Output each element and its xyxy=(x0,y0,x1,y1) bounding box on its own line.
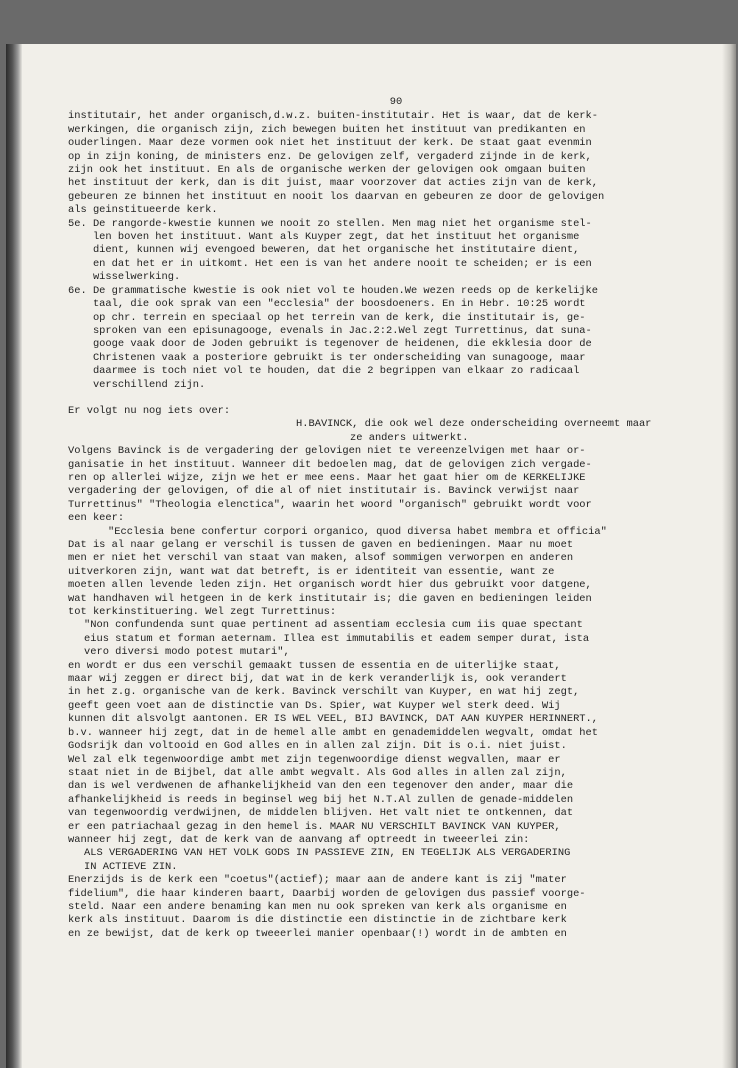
text-line: Wel zal elk tegenwoordige ambt met zijn tegenwoordige dienst wegvallen, maar er xyxy=(68,753,561,766)
section-heading-continued: ze anders uitwerkt. xyxy=(350,431,469,444)
text-line: steld. Naar een andere benaming kan men nu ook spreken van kerk als organisme en xyxy=(68,900,567,913)
text-line: Dat is al naar gelang er verschil is tussen de gaven en bedieningen. Maar nu moet xyxy=(68,539,574,551)
text-line: Enerzijds is de kerk een "coetus"(actief); maar aan de andere kant is zij "mater xyxy=(68,874,567,887)
text-line: in het z.g. organische van de kerk. Bavinck verschilt van Kuyper, en wat hij zegt, xyxy=(68,686,580,699)
paragraph-final xyxy=(68,874,684,941)
text-line: geeft geen voet aan de distinctie van Ds. Spier, wat Kuyper wel sterk deed. Wij xyxy=(68,699,561,712)
text-line: en wordt er dus een verschil gemaakt tussen de essentia en de uiterlijke staat, xyxy=(68,659,561,672)
text-line: gebeuren ze binnen het instituut en nooit los daarvan en gebeuren ze door de gelovigen xyxy=(68,190,605,203)
page-text xyxy=(68,96,684,941)
text-line: als geinstitueerde kerk. xyxy=(68,204,218,217)
text-line: en dat het er in uitkomt. Het een is van het andere nooit te scheiden; er is een xyxy=(68,257,592,270)
text-line: maar wij zeggen er direct bij, dat wat in de kerk veranderlijk is, ook verandert xyxy=(68,673,567,686)
paragraph-bavinck xyxy=(68,445,684,525)
numbered-item-6 xyxy=(68,285,684,392)
text-line: er een patriachaal gezag in den hemel is. MAAR NU VERSCHILT BAVINCK VAN KUYPER, xyxy=(68,820,561,833)
text-line: googe vaak door de Joden gebruikt is tegenover de heidenen, die ekklesia door de xyxy=(68,338,592,351)
paragraph-essentia xyxy=(68,660,684,848)
text-line: "Non confundenda sunt quae pertinent ad assentiam ecclesia cum iis quae spectant xyxy=(84,619,583,632)
text-line: fidelium", die haar kinderen baart, Daarbij worden de gelovigen dus passief voorge- xyxy=(68,887,586,900)
text-line: taal, die ook sprak van een "ecclesia" der boosdoeners. En in Hebr. 10:25 wordt xyxy=(68,298,586,311)
text-line: b.v. wanneer hij zegt, dat in de hemel alle ambt en genademiddelen wegvalt, omdat het xyxy=(68,726,599,739)
text-line: ganisatie in het instituut. Wanneer dit bedoelen mag, dat de gelovigen zich vergade- xyxy=(68,458,592,471)
latin-quote-ecclesia: "Ecclesia bene confertur corpori organico, quod diversa habet membra et officia" xyxy=(108,525,607,538)
text-line: 6e. De grammatische kwestie is ook niet vol te houden.We wezen reeds op de kerkelijke xyxy=(68,284,599,297)
text-line: vergadering der gelovigen, of die al of niet institutair is. Bavinck verwijst naar xyxy=(68,485,580,498)
section-heading: H.BAVINCK, die ook wel deze onderscheiding overneemt maar xyxy=(296,418,652,431)
text-line: kerk als instituut. Daarom is die distinctie een distinctie in de zichtbare kerk xyxy=(68,914,567,927)
text-line: moeten allen levende leden zijn. Het organisch wordt hier dus gebruikt voor datgene, xyxy=(68,579,592,592)
caps-statement xyxy=(68,847,684,874)
text-line: ALS VERGADERING VAN HET VOLK GODS IN PASSIEVE ZIN, EN TEGELIJK ALS VERGADERING xyxy=(84,847,571,860)
text-line: wanneer hij zegt, dat de kerk van de aanvang af optreedt in tweeerlei zin: xyxy=(68,833,530,846)
text-line: ren op allerlei wijze, zijn we het er mee eens. Maar het gaat hier om de KERKELIJKE xyxy=(68,471,586,484)
text-line: het instituut der kerk, dan is dit juist, maar voorzover dat acties zijn van de kerk, xyxy=(68,177,599,190)
page-edge-shadow xyxy=(722,44,736,1068)
numbered-item-5 xyxy=(68,218,684,285)
latin-quote-turrettinus xyxy=(68,619,684,659)
text-line: Volgens Bavinck is de vergadering der gelovigen niet te vereenzelvigen met haar or- xyxy=(68,445,586,458)
text-line: en ze bewijst, dat de kerk op tweeerlei manier openbaar(!) wordt in de ambten en xyxy=(68,927,567,940)
text-line: werkingen, die organisch zijn, zich bewegen buiten het instituut van predikanten en xyxy=(68,123,586,136)
page-binding-shadow xyxy=(6,44,22,1068)
text-line: 5e. De rangorde-kwestie kunnen we nooit zo stellen. Men mag niet het organisme stel- xyxy=(68,217,592,230)
text-line: van tegenwoordig verdwijnen, de middelen blijven. Het valt niet te ontkennen, dat xyxy=(68,807,574,820)
text-line: dan is wel verdwenen de afhankelijkheid van den een tegenover den ander, maar die xyxy=(68,780,574,793)
text-line: op chr. terrein en speciaal op het terrein van de kerk, die institutair is, ge- xyxy=(68,311,586,324)
text-line: verschillend zijn. xyxy=(68,378,206,391)
document-page xyxy=(6,44,736,1068)
text-line: een keer: xyxy=(68,512,125,525)
text-line: Godsrijk dan voltooid en God alles en in allen zal zijn. Dit is o.i. niet juist. xyxy=(68,740,567,753)
text-line: staat niet in de Bijbel, dat alle ambt wegvalt. Als God alles in allen zal zijn, xyxy=(68,766,567,779)
text-line: eius statum et forman aeternam. Illea est immutabilis et eadem semper durat, ista xyxy=(84,632,590,645)
text-line: institutair, het ander organisch,d.w.z. buiten-institutair. Het is waar, dat de kerk- xyxy=(68,110,599,123)
text-line: tot kerkinstituering. Wel zegt Turrettinus: xyxy=(68,606,337,619)
page-number: 90 xyxy=(389,96,403,108)
text-line: afhankelijkheid is reeds in beginsel weg bij het N.T.Al zullen de genade-middelen xyxy=(68,793,574,806)
text-line: daarmee is toch niet vol te houden, dat die 2 begrippen van elkaar zo radicaal xyxy=(68,365,580,378)
text-line: uitverkoren zijn, want wat dat betreft, is er identiteit van essentie, want ze xyxy=(68,565,555,578)
text-line: len boven het instituut. Want als Kuyper zegt, dat het instituut het organisme xyxy=(68,231,580,244)
text-line: kunnen dit alsvolgt aantonen. ER IS WEL VEEL, BIJ BAVINCK, DAT AAN KUYPER HERINNERT., xyxy=(68,713,599,726)
text-line: Turrettinus" "Theologia elenctica", waarin het woord "organisch" gebruikt wordt voor xyxy=(68,498,592,511)
text-line: IN ACTIEVE ZIN. xyxy=(84,860,178,873)
text-line: ouderlingen. Maar deze vormen ook niet het instituut der kerk. De staat gaat evenmin xyxy=(68,137,592,150)
text-line: sproken van een episunagooge, evenals in Jac.2:2.Wel zegt Turrettinus, dat suna- xyxy=(68,324,592,337)
text-line: men er niet het verschil van staat van maken, alsof sommigen verworpen en anderen xyxy=(68,552,574,565)
text-line: Christenen vaak a posteriore gebruikt is ter onderscheiding van sunagooge, maar xyxy=(68,351,586,364)
text-line: zijn ook het instituut. En als de organische werken der gelovigen ook omgaan buiten xyxy=(68,164,586,177)
text-line: wisselwerking. xyxy=(68,271,181,284)
text-line: op in zijn koning, de ministers enz. De gelovigen zelf, vergaderd zijnde in de kerk, xyxy=(68,150,592,163)
text-line: dient, kunnen wij evengoed beweren, dat het organische het institutaire dient, xyxy=(68,244,580,257)
text-line: vero diversi modo potest mutari", xyxy=(84,646,290,659)
followup-line: Er volgt nu nog iets over: xyxy=(68,404,231,417)
text-line: wat handhaven wil hetgeen in de kerk institutair is; die gaven en bedieningen leiden xyxy=(68,592,592,605)
paragraph-intro xyxy=(68,110,684,217)
paragraph-gelang xyxy=(68,539,684,619)
